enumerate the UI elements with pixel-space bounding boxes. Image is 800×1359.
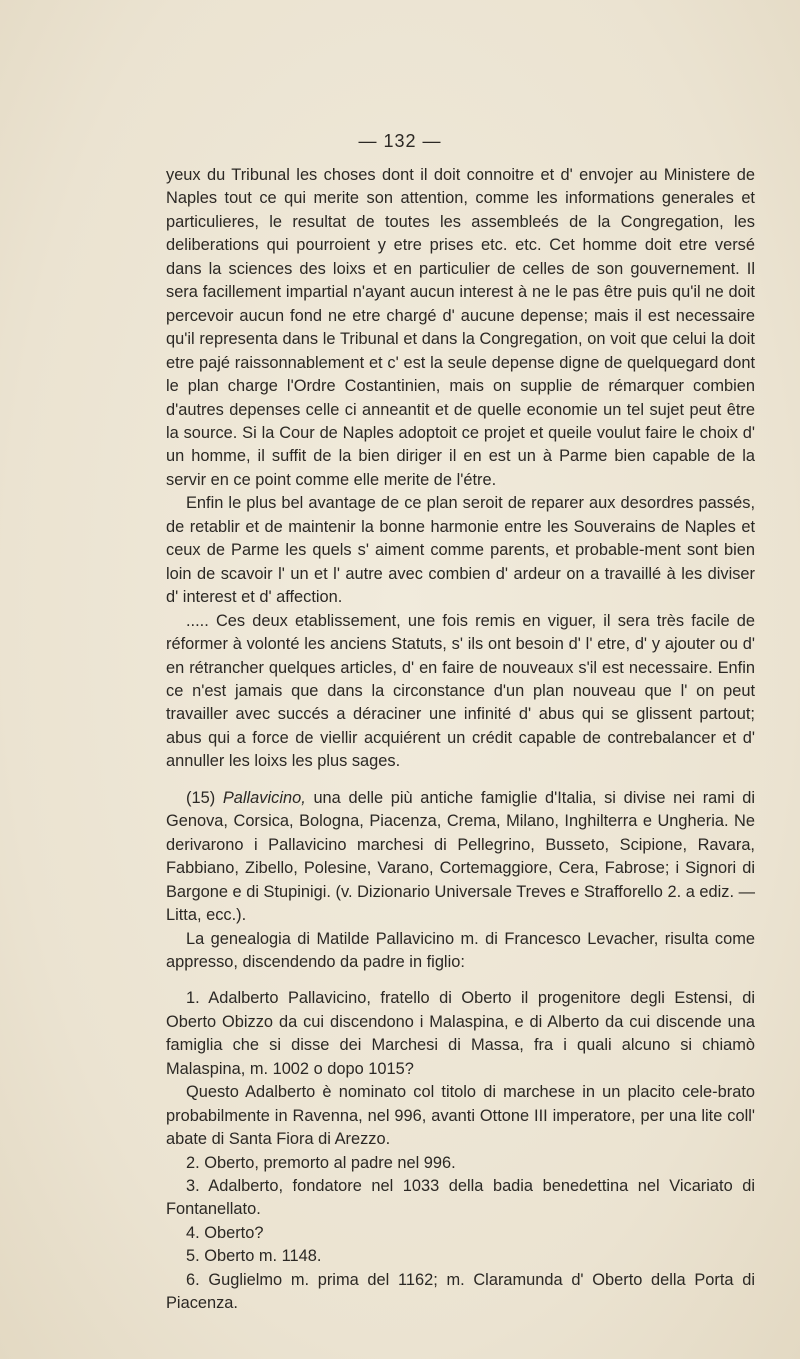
page-body: [166, 164, 755, 1316]
genealogy-intro: La genealogia di Matilde Pallavicino m. di Francesco Levacher, risulta come appresso, discendendo da padre in figlio:: [166, 929, 755, 971]
page-number: — 132 —: [358, 131, 442, 151]
list-item: 6. Guglielmo m. prima del 1162; m. Claramunda d' Oberto della Porta di Piacenza.: [166, 1270, 755, 1313]
footnote-text: una delle più antiche famiglie d'Italia, si divise nei rami di Genova, Corsica, Bologna, Piacenza, Crema, Milano, Inghilterra e Ungheria. Ne derivarono i Pallavicino marchesi di Pellegrino, Busseto, Scipione, Ravara, Fabbiano, Zibello, Polesine, Varano, Cortemaggiore, Cera, Fabrose; i Signori di Bargone e di Stupinigi. (v. Dizionario Universale Treves e Strafforello 2. a ediz. — Litta, ecc.).: [166, 788, 756, 925]
footnote-name: Pallavicino,: [222, 788, 306, 807]
footnote-number: (15): [186, 788, 216, 807]
list-item: Questo Adalberto è nominato col titolo di marchese in un placito cele-brato probabilmente in Ravenna, nel 996, avanti Ottone III imperatore, per una lite coll' abate di Santa Fiora di Arezzo.: [166, 1083, 755, 1149]
list-item: 2. Oberto, premorto al padre nel 996.: [186, 1153, 456, 1172]
paragraph: Enfin le plus bel avantage de ce plan seroit de reparer aux desordres passés, de retablir et de maintenir la bonne harmonie entre les Souverains de Naples et ceux de Parme les quels s' aiment comme parents, et probable-ment sont bien loin de scavoir l' un et l' autre avec combien d' ardeur on a travaillé à les diviser d' interest et d' affection.: [166, 494, 755, 607]
list-item: 1. Adalberto Pallavicino, fratello di Oberto il progenitore degli Estensi, di Oberto Obizzo da cui discendono i Malaspina, e di Alberto da cui discende una famiglia che si disse dei Marchesi di Massa, fra i quali alcuno si chiamò Malaspina, m. 1002 o dopo 1015?: [166, 989, 755, 1078]
paragraph: ..... Ces deux etablissement, une fois remis en viguer, il sera très facile de réformer à volonté les anciens Statuts, s' ils ont besoin d' l' etre, d' y ajouter ou d' en rétrancher quelques articles, d' en faire de nouveaux s'il est necessaire. Enfin ce n'est jamais que dans la circonstance d'un plan nouveau que l' on peut travailler avec succés a déraciner une infinité d' abus qui se glissent partout; abus qui a force de viellir acquiérent un crédit capable de contrebalancer et d' annuller les loixs les plus sages.: [166, 611, 755, 771]
list-item: 5. Oberto m. 1148.: [186, 1247, 322, 1266]
list-item: 4. Oberto?: [186, 1223, 264, 1242]
footnote-15: [166, 787, 755, 928]
list-item: 3. Adalberto, fondatore nel 1033 della badia benedettina nel Vicariato di Fontanellato.: [166, 1177, 755, 1219]
paragraph: yeux du Tribunal les choses dont il doit connoitre et d' envojer au Ministere de Naples tout ce qui merite son attention, comme les informations generales et particulieres, le resultat de toutes les assembleés de la Congregation, les deliberations qui pourroient y etre prises etc. etc. Cet homme doit etre versé dans la sciences des loixs et en particulier de celles de son gouvernement. Il sera facillement impartial n'ayant aucun interest à ne le pas être puis qu'il ne doit percevoir aucun fond ne etre chargé d' aucune depense; mais il est necessaire qu'il representa dans le Tribunal et dans la Congregation, on voit que celui la doit etre pajé raissonnablement et c' est la seule depense digne de quelquegard dont le plan charge l'Ordre Costantinien, mais on supplie de rémarquer combien d'autres depenses celle ci anneantit et de quelle economie un tel sujet peut être la source. Si la Cour de Naples adoptoit ce projet et queile voulut faire le choix d' un homme, il suffit de la bien diriger il en est un à Parme bien capable de la servir en ce point comme elle merite de l'étre.: [166, 166, 755, 489]
